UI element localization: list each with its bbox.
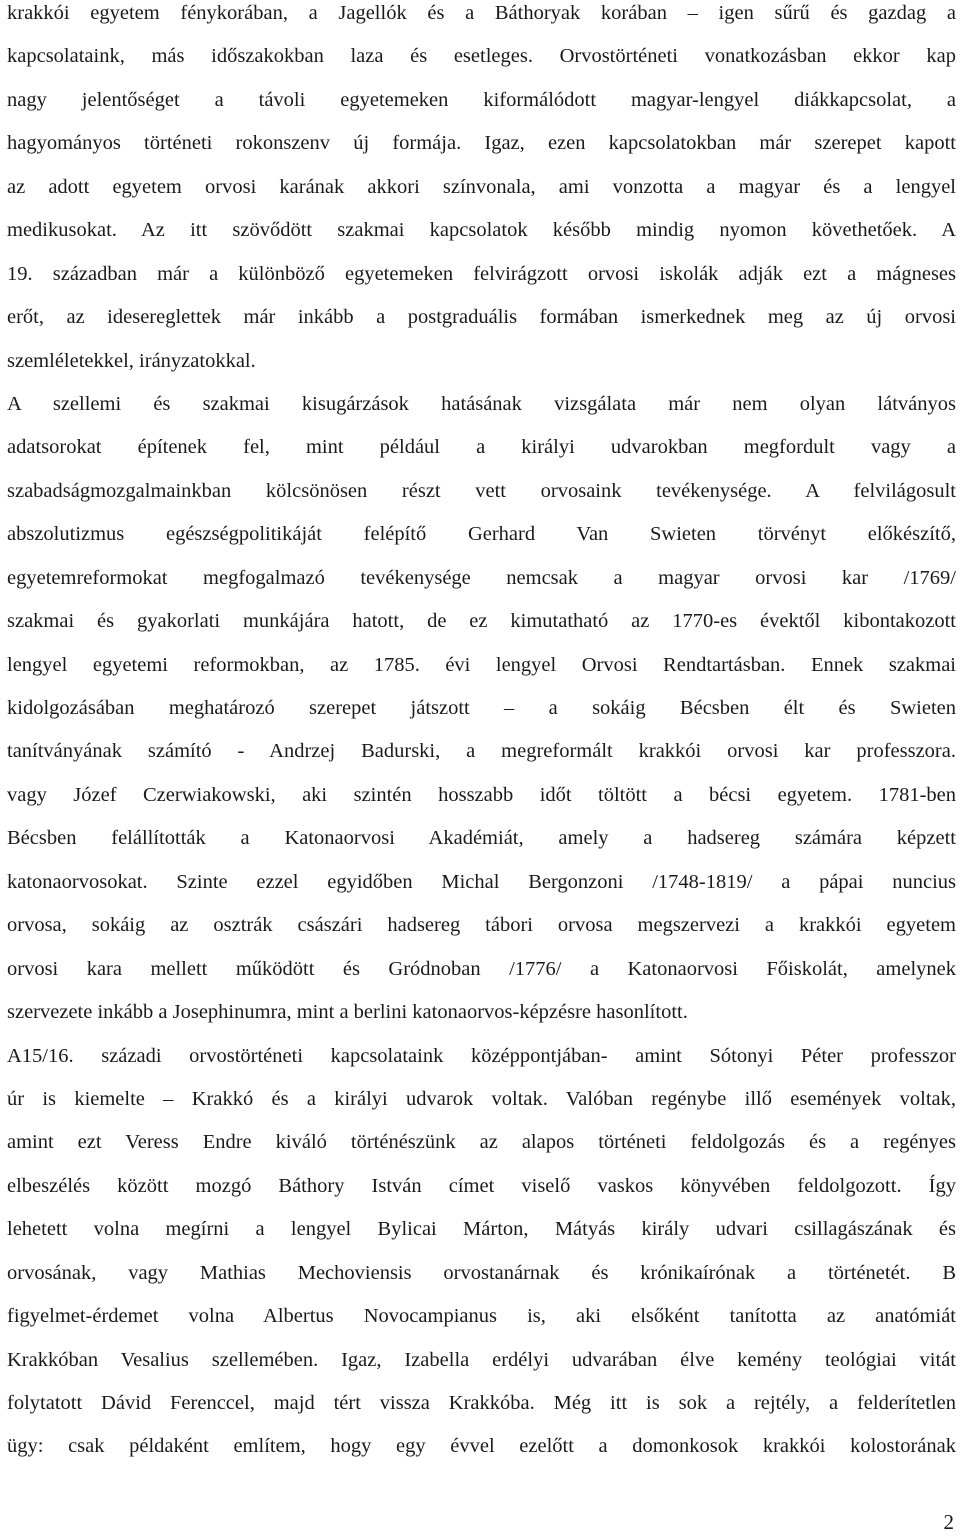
text-line: kidolgozásában meghatározó szerepet játszott – a sokáig Bécsben élt és Swieten (7, 697, 956, 719)
text-line: Bécsben felállították a Katonaorvosi Akadémiát, amely a hadsereg számára képzett (7, 827, 956, 850)
text-line: szervezete inkább a Josephinumra, mint a berlini katonaorvos-képzésre hasonlított. (7, 1001, 688, 1024)
text-line: A15/16. századi orvostörténeti kapcsolataink középpontjában- amint Sótonyi Péter professzor (7, 1044, 956, 1067)
text-line: kapcsolataink, más időszakokban laza és esetleges. Orvostörténeti vonatkozásban ekkor kap (7, 45, 956, 68)
text-line: lengyel egyetemi reformokban, az 1785. évi lengyel Orvosi Rendtartásban. Ennek szakmai (7, 653, 956, 676)
text-line: medikusokat. Az itt szövődött szakmai kapcsolatok később mindig nyomon követhetőek. A (7, 219, 956, 242)
text-line: amint ezt Veress Endre kiváló történészünk az alapos történeti feldolgozás és a regényes (7, 1131, 956, 1154)
text-line: orvosi kara mellett működött és Gródnoban /1776/ a Katonaorvosi Főiskolát, amelynek (7, 957, 956, 980)
text-line: ügy: csak példaként említem, hogy egy évvel ezelőtt a domonkosok krakkói kolostorának (7, 1435, 956, 1458)
text-line: krakkói egyetem fénykorában, a Jagellók és a Báthoryak korában – igen sűrű és gazdag a (7, 2, 956, 24)
text-line: egyetemreformokat megfogalmazó tevékenysége nemcsak a magyar orvosi kar /1769/ (7, 566, 956, 589)
text-line: szakmai és gyakorlati munkájára hatott, de ez kimutatható az 1770-es évektől kibontakozott (7, 610, 956, 633)
text-line: erőt, az idesereglettek már inkább a postgraduális formában ismerkednek meg az új orvosi (7, 306, 956, 329)
text-line: folytatott Dávid Ferenccel, majd tért vissza Krakkóba. Még itt is sok a rejtély, a felderítetlen (7, 1392, 956, 1414)
text-line: abszolutizmus egészségpolitikáját felépítő Gerhard Van Swieten törvényt előkészítő, (7, 523, 956, 546)
text-line: tanítványának számító - Andrzej Badurski, a megreformált krakkói orvosi kar professzora. (7, 740, 956, 763)
paragraph-krakow-relations (7, 0, 956, 383)
text-line: az adott egyetem orvosi karának akkori színvonala, ami vonzotta a magyar és a lengyel (7, 175, 956, 198)
paragraph-intellectual-influences (7, 383, 956, 1035)
document-body (7, 0, 956, 1469)
text-line: katonaorvosokat. Szinte ezzel egyidőben Michal Bergonzoni /1748-1819/ a pápai nuncius (7, 870, 956, 893)
text-line: figyelmet-érdemet volna Albertus Novocampianus is, aki elsőként tanította az anatómiát (7, 1305, 956, 1328)
text-line: szabadságmozgalmainkban kölcsönösen részt vett orvosaink tevékenysége. A felvilágosult (7, 479, 956, 502)
text-line: orvosának, vagy Mathias Mechoviensis orvostanárnak és krónikaírónak a történetét. B (7, 1261, 956, 1284)
text-line: szemléletekkel, irányzatokkal. (7, 349, 256, 372)
text-line: nagy jelentőséget a távoli egyetemeken kiformálódott magyar-lengyel diákkapcsolat, a (7, 88, 956, 111)
paragraph-15-16th-century (7, 1035, 956, 1469)
page-number: 2 (943, 1510, 954, 1534)
text-line: vagy Józef Czerwiakowski, aki szintén hosszabb időt töltött a bécsi egyetem. 1781-ben (7, 783, 956, 806)
text-line: A szellemi és szakmai kisugárzások hatásának vizsgálata már nem olyan látványos (7, 392, 956, 415)
text-line: adatsorokat építenek fel, mint például a királyi udvarokban megfordult vagy a (7, 436, 956, 459)
text-line: úr is kiemelte – Krakkó és a királyi udvarok voltak. Valóban regénybe illő események voltak, (7, 1087, 956, 1110)
text-line: orvosa, sokáig az osztrák császári hadsereg tábori orvosa megszervezi a krakkói egyetem (7, 914, 956, 937)
text-line: elbeszélés között mozgó Báthory István címet viselő vaskos könyvében feldolgozott. Így (7, 1174, 956, 1197)
text-line: lehetett volna megírni a lengyel Bylicai Márton, Mátyás király udvari csillagászának és (7, 1218, 956, 1241)
text-line: 19. században már a különböző egyetemeken felvirágzott orvosi iskolák adják ezt a mágneses (7, 262, 956, 285)
text-line: Krakkóban Vesalius szellemében. Igaz, Izabella erdélyi udvarában élve kemény teológiai vitát (7, 1348, 956, 1371)
text-line: hagyományos történeti rokonszenv új formája. Igaz, ezen kapcsolatokban már szerepet kapott (7, 132, 956, 155)
